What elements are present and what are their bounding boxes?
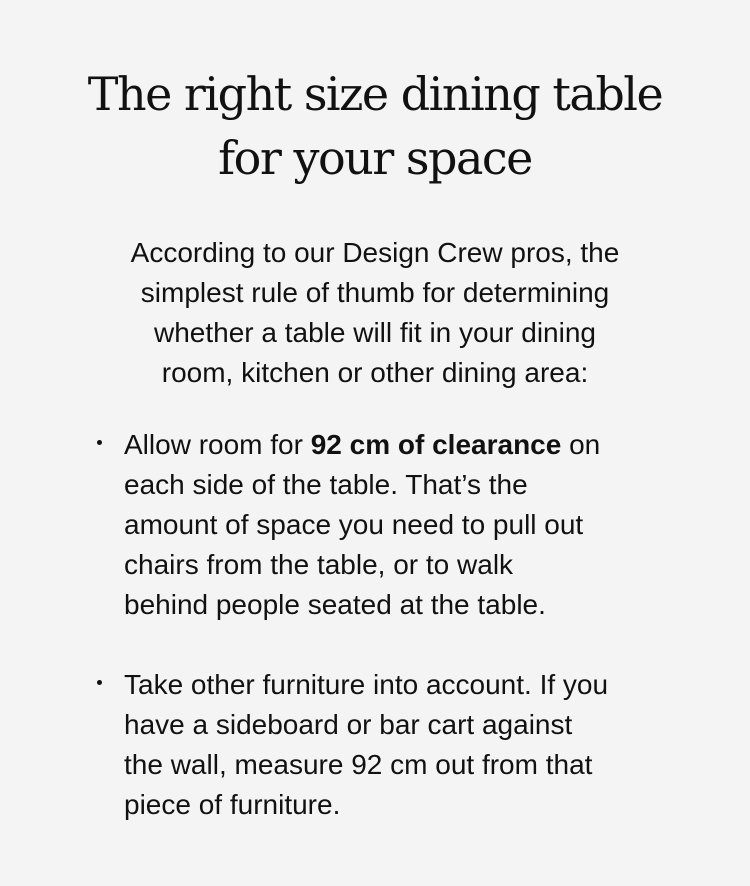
list-item <box>0 425 750 625</box>
bullet-text: Allow room for <box>124 429 311 460</box>
bullet-line: piece of furniture. <box>124 789 341 820</box>
bullet-line: each side of the table. That’s the <box>124 469 528 500</box>
clearance-highlight: 92 cm of clearance <box>310 429 562 460</box>
bullet-line: chairs from the table, or to walk <box>124 549 514 580</box>
intro-line: room, kitchen or other dining area: <box>161 357 589 388</box>
bullet-icon <box>97 440 102 445</box>
bullet-line: have a sideboard or bar cart against <box>124 709 573 740</box>
bullet-icon <box>97 680 102 685</box>
bullet-line: Take other furniture into account. If you <box>124 669 609 700</box>
bullet-line: amount of space you need to pull out <box>124 509 584 540</box>
intro-paragraph <box>75 233 675 393</box>
intro-line: whether a table will fit in your dining <box>153 317 596 348</box>
title-line: for your space <box>218 131 532 185</box>
bullet-line: the wall, measure 92 cm out from that <box>124 749 593 780</box>
bullet-text: on <box>561 429 601 460</box>
intro-line: simplest rule of thumb for determining <box>140 277 610 308</box>
tips-list <box>0 425 750 825</box>
intro-line: According to our Design Crew pros, the <box>130 237 620 268</box>
title-line: The right size dining table <box>87 67 663 121</box>
list-item <box>0 665 750 825</box>
page-title <box>55 62 695 190</box>
bullet-line: behind people seated at the table. <box>124 589 546 620</box>
bullet-line <box>124 425 750 465</box>
